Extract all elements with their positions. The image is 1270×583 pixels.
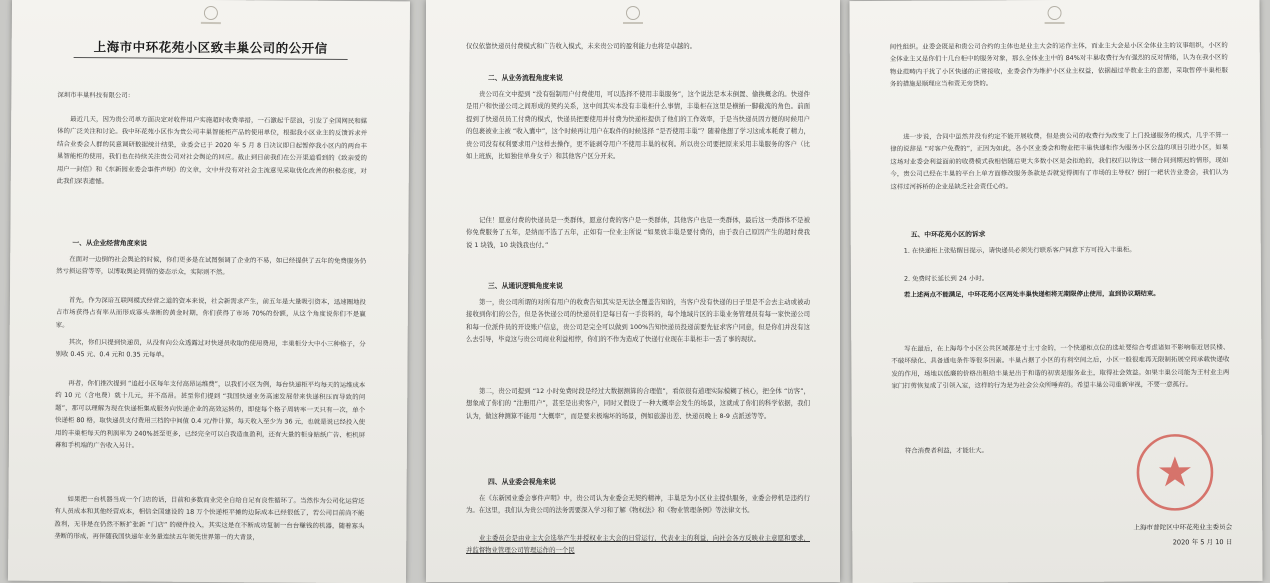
- letter-page-2: [426, 0, 840, 582]
- section-2-paragraph-1: 贵公司在文中提到 “没有强制用户付费使用，可以选择不使用丰巢服务”，这个说法是本末倒置、偷换概念的。快递件是用户和快递公司之间形成的契约关系，这中间其实本没有丰巢柜什么事情，丰巢柜在这里是横插一脚截流的角色。前面提到了快递员员工付费的模式，快递员把要使用并付费为快递柜提供了他们的工作效率，于是当快递员因方便的时候用户的包裹被业主被 “收入囊中”，这个时候再让用户在取件的时候选择 “是否使用丰巢”？随着他想了学习这成本耗费了精力，贵公司没有权利要求用户这样去操作，更不能剥夺用户不使用丰巢的权利。所以贵公司要把原来采用丰巢服务的客户（比如上班族，比如独住单身女子）和其他客户区分开来。: [466, 90, 810, 161]
- section-1-paragraph-5: 如果把一台机器当成一个门店的话，目前和多数商业完全自给自足有良性循环了。当然作为公司化运营还有人员成本和其他经营成本，相信全国建设的 18 万个快递柜平摊的边际成本已经很低了，若公司目前尚不能盈利，无非是在仍然不断扩张新 “门店” 的硬件投入，其实这是在不断成功复制一台台赚钱的机器，随着寡头垄断的形成，再伴随我国快递年业务量连续五年领先世界第一的大背景，: [54, 495, 365, 542]
- section-4-paragraph-3: 进一步说，合同中虽然并没有约定不能开展收费，但是贵公司的收费行为改变了上门投递服务的模式，几乎不算一律的说辞是 “对客户免费的”，正因为如此，各小区业委会和物业把丰巢快递柜作为服务小区公益的项目引进小区，如果这场对业委会利益面前的收费模式我相信随后更大多数小区是会拒绝的，我们权归以待这一侧合同到期迟的情形，现如今，贵公司已经在丰巢的平台上单方面修改服务条款是否就觉得拥有了市场的主导权？倒打一耙状告业委会，我们认为这样过河拆桥的企业是缺乏社会责任心的。: [890, 131, 1229, 191]
- section-1-paragraph-1: 在面对一边倒的社会舆论的时候，你们更多是在试图强调了企业的不易，如已经提供了五年的免费服务仍然亏损运营等等，以博取舆论同情的姿态示众，实际则不然。: [56, 255, 367, 277]
- committee-seal-icon: [1134, 431, 1216, 513]
- section-4-paragraph-1: 在《东新园业委会事件声明》中，贵公司认为业委会无契约精神，丰巢是为小区业主提供服务，业委会停机是违约行为。在这里，我们认为贵公司的法务需要深入学习和了解《物权法》和《物业管理条例》等法律文书。: [466, 494, 810, 515]
- section-1-paragraph-4: 再者，你们推次提到 “追赶小区每年支付高昂运维费”，以我们小区为例，每台快递柜平均每天的运维成本约 10 元（含电费）就十几元，并不高昂。甚至你们提到 “我国快递业务高速发展带来快递积压而导致的问题”，那可以理解为现在快递柜集成服务向快递企业的高效运转的，即使每个格子周转率一天只有一次，单个快递柜 80 格，取快递员支付费用三档的中间值 0.4 元/件计算，每天收入至少为 36 元，也就是说已经投入使用的丰巢柜每天的利润率为 240%甚至更多，已经完全可以自我造血盈利，还有大量的柜身贴纸广告、柜机屏幕和手机端的广告收入另计。: [54, 379, 366, 450]
- salutation: 深圳市丰巢科技有限公司：: [57, 90, 135, 100]
- closing-paragraph: 写在最后，在上海每个小区公共区域都是寸土寸金的，一个快递柜点位的选址要综合考虑诸如不影响临近居民楼、不破坏绿化、具备通电条件等很多因素。丰巢占据了小区的有利空间之后，小区一般很难再无限制拓展空间承载快递收发的作用，场地以低廉的价格出租给丰巢是出于和谐的初衷是服务业主，取得社会效益。如果丰巢公司能为王村业主两家门打剪恢复成了引领入室，这样的行为是为社会公众所唾弃的。希望丰巢公司重新审视，不要一意孤行。: [891, 343, 1230, 391]
- title-underline: [74, 57, 348, 60]
- section-heading-5: 五、中环花苑小区的诉求: [910, 230, 986, 239]
- letter-page-1: [8, 0, 410, 583]
- section-heading-1: 一、从企业经营角度来说: [72, 239, 148, 248]
- continued-paragraph: 间性组织。业委会既是和贵公司合约的主体也是业主大会的运作主体，而业主大会是小区全体业主的议事组织，小区的全体业主又是你们十几台柜中的服务对象，那么全体业主中的 84%对丰巢收费行为有强烈的反对情绪，认为在我小区的物业范畴内干扰了小区快递的正常接收，业委会作为维护小区业主权益，依据超过半数业主的意愿，采取暂停丰巢柜服务的措施是顺理应当和责无旁贷的。: [889, 41, 1228, 89]
- seal-star: [1159, 456, 1191, 486]
- signature-organization: 上海市普陀区中环花苑业主委员会: [1133, 523, 1233, 532]
- letter-title: 上海市中环花苑小区致丰巢公司的公开信: [93, 39, 328, 56]
- letterhead-logo-icon: [200, 6, 222, 26]
- section-3-paragraph-2: 第二，贵公司提到 “12 小时免费时段是经过大数据测算的合理值”，看似很有道理实际模糊了核心，把全体 “访客”，想象成了你们的 “注册用户”，甚至是出卖客户，同时又假设了一种大概率会发生的场景，这就成了你们的科学依据，我们认为，做这种测算不能用 “大概率”，而是要来极端坏的场景，例如旅游出差、快递员晚上 8-9 点派送等等。: [466, 387, 810, 420]
- request-ultimatum: 若上述两点不能满足，中环花苑小区两处丰巢快递柜将无期限停止使用，直到协议期结束。: [903, 289, 1160, 299]
- section-3-paragraph-1: 第一，贵公司所谓的对所有用户的收费告知其实是无法全覆盖告知的，当客户没有快递的日子里是不会去主动或被动接收到你们的公告，但是各快递公司的快递员们是每日有一手资料的，每个地域片区的丰巢业务管理员有每一家快递公司和每一位派件员的开设账户信息，贵公司是完全可以做到 100%告知快递员投递前要先征求客户同意，但是你们并没有这么去引导，毕竟这与贵公司商业利益相悖，你们的不作为造成了快递行业现在丰巢柜丰一丢了事的现状。: [466, 298, 810, 344]
- section-heading-2: 二、从业务流程角度来说: [488, 74, 563, 82]
- signature-date: 2020 年 5 月 10 日: [1172, 538, 1233, 547]
- request-item-1: 1. 在快递柜上张贴醒目提示，请快递员必须先行联系客户同意下方可投入丰巢柜。: [903, 245, 1136, 255]
- intro-paragraph: 最近几天，因为贵公司单方面决定对收件用户实施超时收费举措，一石激起千层浪，引发了全国网民和媒体的广泛关注和讨论。我中环花苑小区作为贵公司丰巢智能柜产品的使用单位，根据我小区业主的反馈诉求并结合业委会人群的民意调研数据统计结果，业委会已于 2020 年 5 月 8 日决议即日起暂停我小区内的两台丰巢智能柜的使用，我们也在持续关注贵公司对社会舆论的回应。截止到目前我们在公开渠道看到的《致亲爱的用户一封信》和《东新园业委会事件声明》的文章，文中并没有对社会主流意见采取优化改善的积极态度，对此我们深表遗憾。: [56, 115, 368, 186]
- section-1-paragraph-2: 首先，作为深谙互联网模式经营之道的资本来说，社会新需求产生，前五年是大量吸引资本，迅速圈地投占市场获得占有率从而形成寡头垄断的黄金时期，你们获得了市场 70%的份额，从这个角度说你们不是赢家。: [55, 296, 366, 329]
- letter-page-3: [849, 0, 1262, 583]
- section-heading-3: 三、从通识逻辑角度来说: [488, 282, 563, 290]
- continued-paragraph: 仅仅依靠快递员付费模式和广告收入模式，未来贵公司的盈利能力也将是卓越的。: [466, 42, 697, 50]
- section-2-paragraph-2: 记住！愿意付费的快递员是一类群体，愿意付费的客户是一类群体，其他客户也是一类群体，最后这一类群体不是被你免费服务了五年，是纳而不选了五年，正如有一位业主所说 “如果放丰巢是要付费的，由于我自己原因产生的超时费我说 1 块钱，10 块钱我也付。”: [466, 216, 810, 249]
- section-heading-4: 四、从业委会视角来说: [488, 478, 556, 486]
- section-1-paragraph-3: 其次，你们只提到快递员，从没有向公众透露过对快递员收取的使用费用，丰巢柜分大中小三种格子，分别收 0.45 元、0.4 元和 0.35 元每单。: [55, 338, 366, 360]
- letterhead-logo-icon: [1044, 6, 1066, 26]
- closing-line: 符合消费者利益，才能壮大。: [904, 446, 988, 455]
- section-4-paragraph-2: 业主委员会是由业主大会选举产生并授权业主大会的日常运行，代表业主的利益，向社会各方反映业主意愿和要求，并监督物业管理公司管理运作的一个民: [466, 534, 810, 555]
- request-item-2: 2. 免费时长延长到 24 小时。: [903, 274, 989, 283]
- letterhead-logo-icon: [622, 6, 644, 26]
